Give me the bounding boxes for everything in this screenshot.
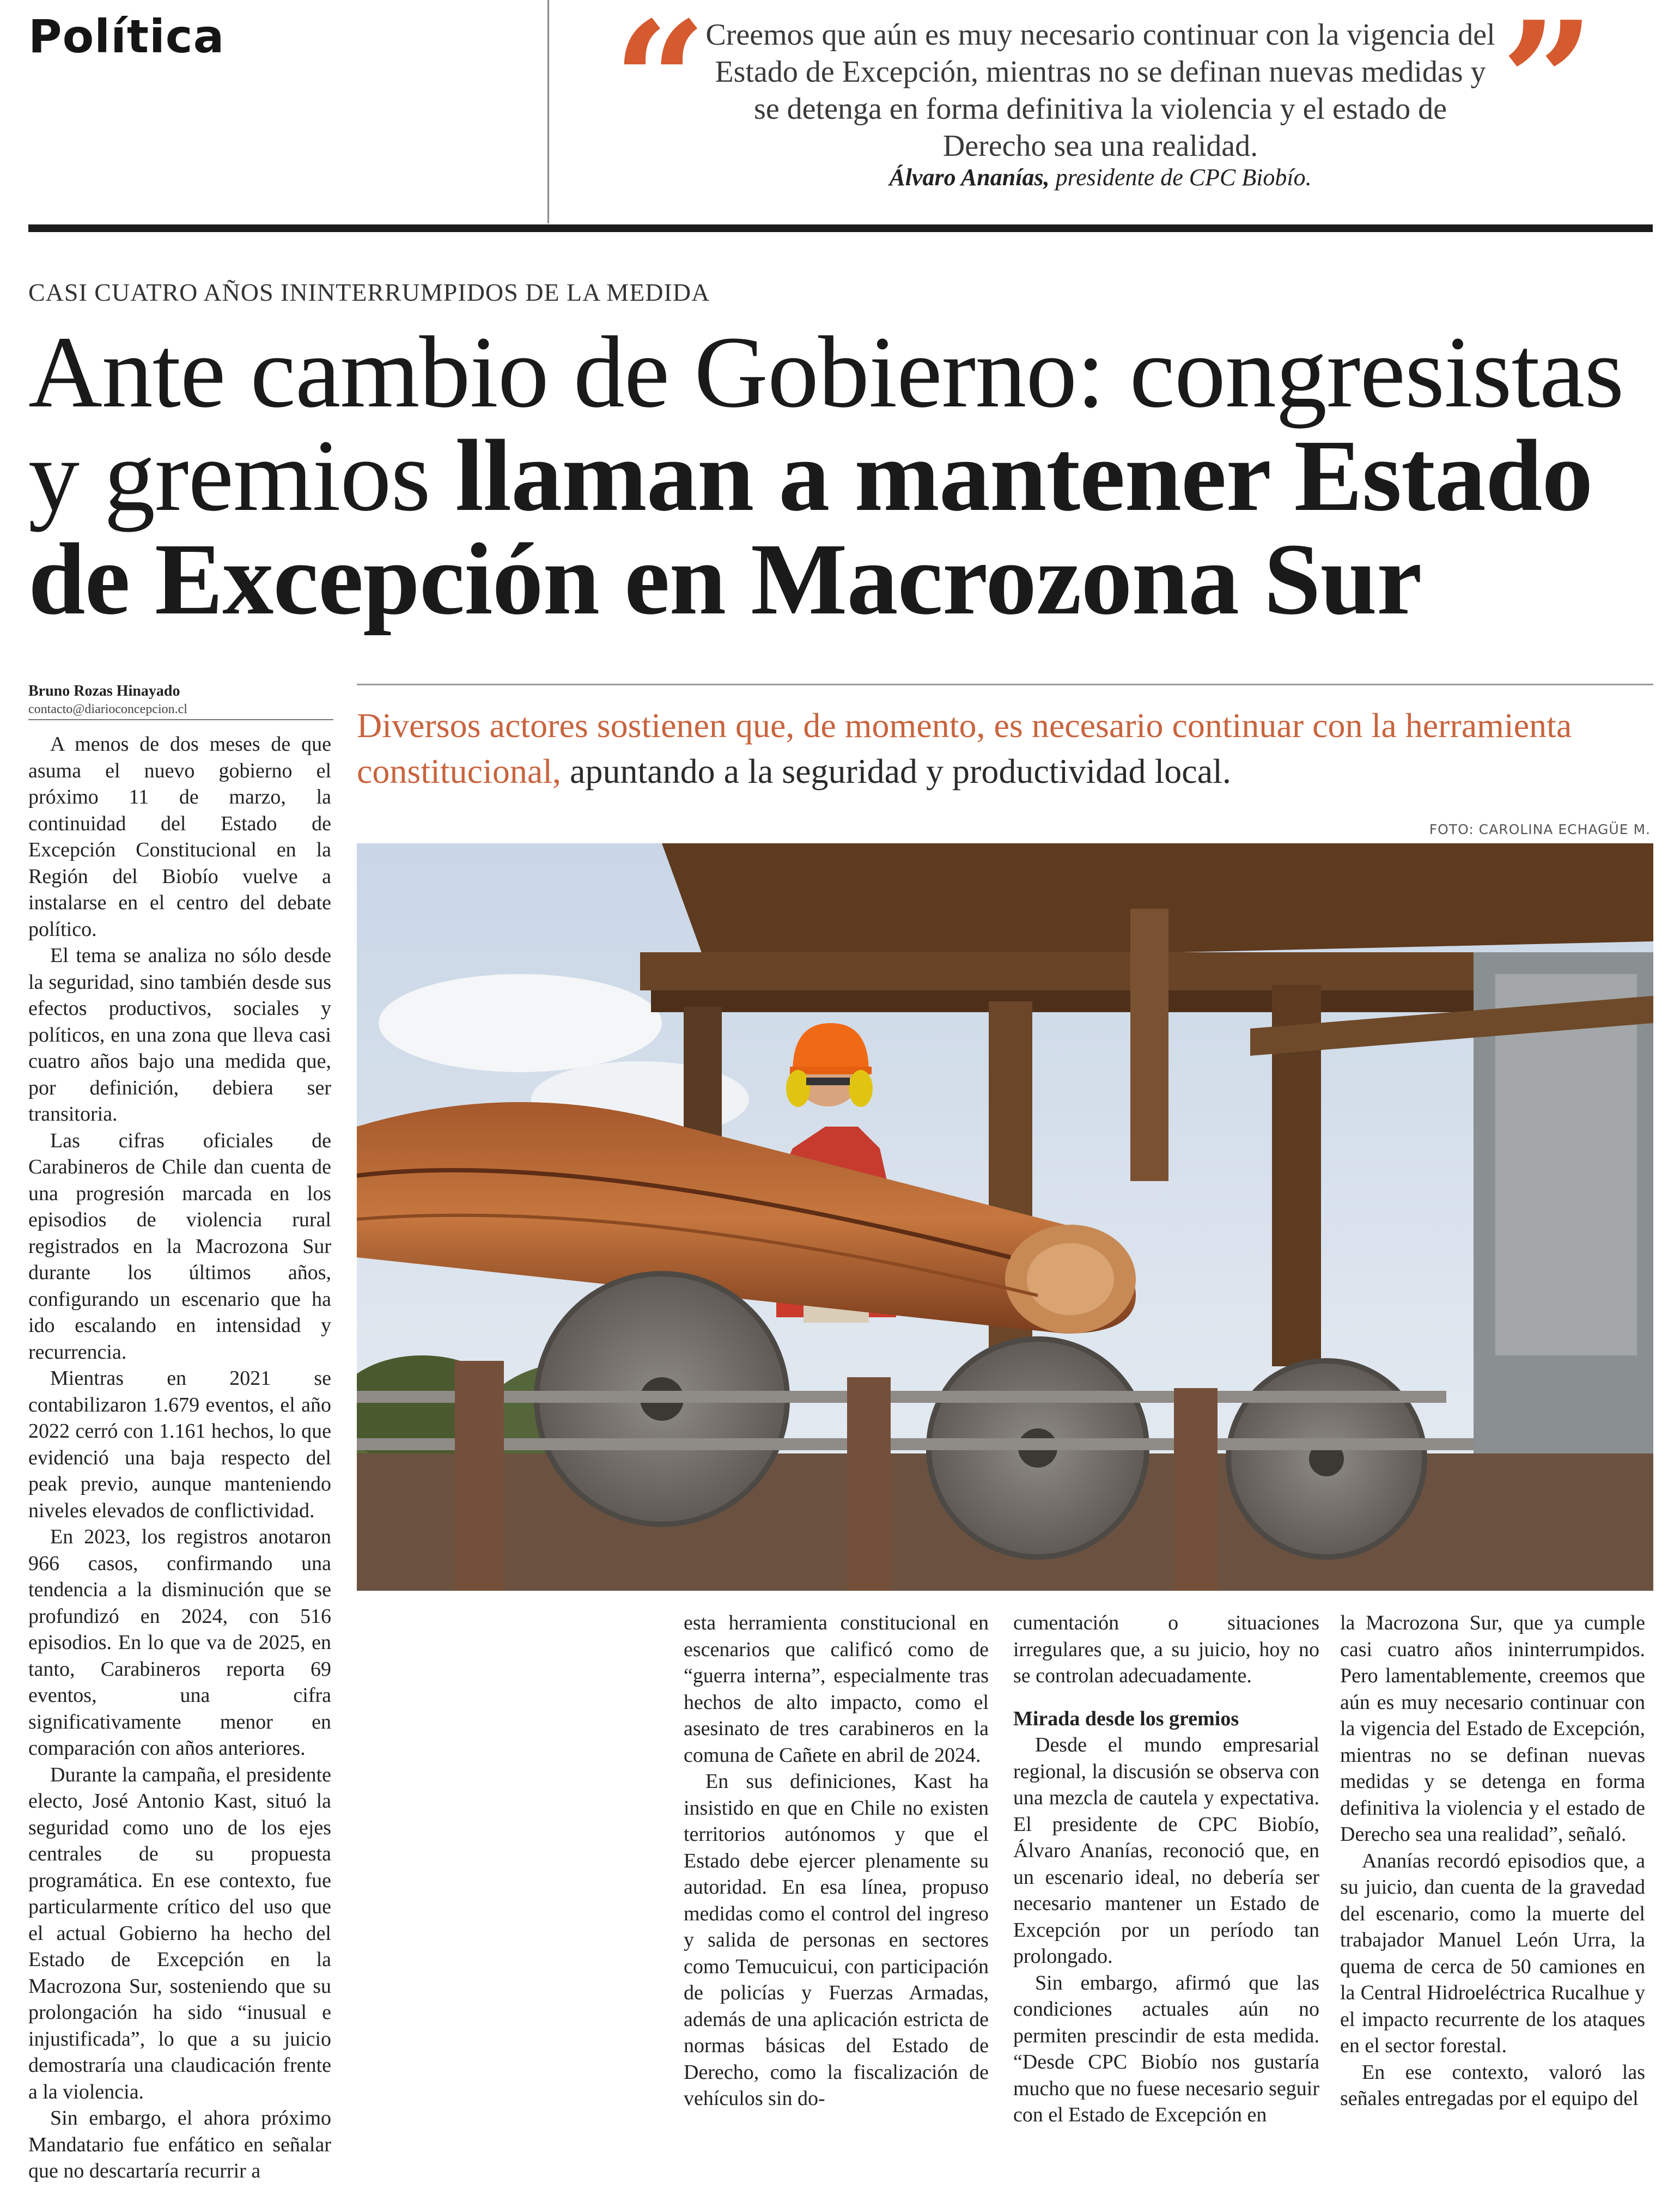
- kicker: CASI CUATRO AÑOS ININTERRUMPIDOS DE LA MEDIDA: [28, 278, 710, 306]
- paragraph: Ananías recordó episodios que, a su juicio, dan cuenta de la gravedad del escenario, como la muerte del trabajador Manuel León Urra, la quema de cerca de 50 camiones en la Central Hidroeléctrica Rucalhue y el impacto recurrente de los ataques en el sector forestal.: [1340, 1849, 1645, 2057]
- byline-email: contacto@diarioconcepcion.cl: [28, 702, 187, 716]
- paragraph: A menos de dos meses de que asuma el nuevo gobierno el próximo 11 de marzo, la continuidad del Estado de Excepción Constitucional en la Región del Biobío vuelve a instalarse en el centro del debate político.: [28, 733, 331, 941]
- subtitle-highlight: Diversos actores sostienen que, de momento, es necesario continuar con la herramienta constitucional,: [357, 706, 1572, 790]
- paragraph: esta herramienta constitucional en escenarios que calificó como de “guerra interna”, especialmente tras hechos de alto impacto, como el asesinato de tres carabineros en la comuna de Cañete en abril de 2024.: [684, 1611, 989, 1767]
- paragraph: En 2023, los registros anotaron 966 casos, confirmando una tendencia a la disminución que se profundizó en 2024, con 516 episodios. En lo que va de 2025, en tanto, Carabineros reporta 69 eventos, una cifra significativamente menor en comparación con años anteriores.: [28, 1525, 331, 1760]
- headline-light: Ante cambio de Gobierno: congresistas y gremios: [28, 315, 1624, 532]
- pull-quote-author: [703, 163, 1498, 191]
- paragraph: cumentación o situaciones irregulares que, a su juicio, hoy no se controlan adecuadamente.: [1013, 1611, 1319, 1687]
- byline-author: Bruno Rozas Hinayado: [28, 683, 180, 699]
- subtitle-rule: [357, 684, 1653, 685]
- close-quote-icon: ”: [1501, 0, 1595, 178]
- article-photo: [357, 843, 1653, 1591]
- header-rule: [28, 224, 1653, 232]
- photo-credit: FOTO: CAROLINA ECHAGÜE M.: [1429, 822, 1651, 837]
- vertical-divider: [547, 0, 549, 223]
- open-quote-icon: “: [613, 0, 707, 178]
- paragraph: la Macrozona Sur, que ya cumple casi cuatro años ininterrumpidos. Pero lamentablemente, creemos que aún es muy necesario continuar con la vigencia del Estado de Excepción, mientras no se definan nuevas medidas y se detenga en forma definitiva la violencia y el estado de Derecho sea una realidad”, señaló.: [1340, 1611, 1645, 1846]
- article-column-2: [684, 1610, 989, 2112]
- article-column-3: [1013, 1610, 1319, 2128]
- pull-quote-author-name: Álvaro Ananías,: [889, 164, 1050, 191]
- article-column-4: [1340, 1610, 1645, 2112]
- paragraph: En sus definiciones, Kast ha insistido en que en Chile no existen territorios autónomos y que el Estado debe ejercer plenamente su autoridad. En esa línea, propuso medidas como el control del ingreso y salida de personas en sectores como Temucuicui, con participación de policías y Fuerzas Armadas, además de una aplicación estricta de normas básicas del Estado de Derecho, como la fiscalización de vehículos sin do-: [684, 1770, 989, 2110]
- subtitle: [357, 703, 1653, 794]
- pull-quote-author-role: presidente de CPC Biobío.: [1055, 164, 1312, 191]
- paragraph: Desde el mundo empresarial regional, la discusión se observa con una mezcla de cautela y expectativa. El presidente de CPC Biobío, Álvaro Ananías, reconoció que, en un escenario ideal, no debería ser necesario mantener un Estado de Excepción por un período tan prolongado.: [1013, 1733, 1319, 1968]
- headline: [28, 315, 1663, 636]
- pull-quote-text: Creemos que aún es muy necesario continuar con la vigencia del Estado de Excepción, mientras no se definan nuevas medidas y se detenga en forma definitiva la violencia y el estado de Derecho sea una realidad.: [705, 18, 1495, 163]
- paragraph: Sin embargo, afirmó que las condiciones actuales aún no permiten prescindir de esta medida. “Desde CPC Biobío nos gustaría mucho que no fuese necesario seguir con el Estado de Excepción en: [1013, 1971, 1319, 2126]
- paragraph: En ese contexto, valoró las señales entregadas por el equipo del: [1340, 2060, 1645, 2110]
- headline-bold: llaman a mantener Estado de Excepción en Macrozona Sur: [28, 418, 1593, 636]
- subtitle-rest: apuntando a la seguridad y productividad local.: [570, 752, 1231, 790]
- paragraph: El tema se analiza no sólo desde la seguridad, sino también desde sus efectos productivos, sociales y políticos, en una zona que lleva casi cuatro años bajo una medida que, por definición, debiera ser transitoria.: [28, 944, 331, 1126]
- section-heading: Mirada desde los gremios: [1013, 1707, 1239, 1730]
- section-label: Política: [28, 10, 225, 63]
- paragraph: Las cifras oficiales de Carabineros de Chile dan cuenta de una progresión marcada en los episodios de violencia rural registrados en la Macrozona Sur durante los últimos años, configurando un escenario que ha ido escalando en intensidad y recurrencia.: [28, 1129, 331, 1364]
- byline-rule: [28, 719, 333, 720]
- paragraph: Durante la campaña, el presidente electo, José Antonio Kast, situó la seguridad como uno de los ejes centrales de su propuesta programática. En ese contexto, fue particularmente crítico del uso que el actual Gobierno ha hecho del Estado de Excepción en la Macrozona Sur, sosteniendo que su prolongación ha sido “inusual e injustificada”, lo que a su juicio demostraría una claudicación frente a la violencia.: [28, 1763, 331, 2103]
- paragraph: Sin embargo, el ahora próximo Mandatario fue enfático en señalar que no descartaría recurrir a: [28, 2107, 331, 2182]
- article-column-1: [28, 731, 331, 2185]
- paragraph: Mientras en 2021 se contabilizaron 1.679 eventos, el año 2022 cerró con 1.161 hechos, lo que evidenció una baja respecto del peak previo, aunque manteniendo niveles elevados de conflictividad.: [28, 1367, 331, 1522]
